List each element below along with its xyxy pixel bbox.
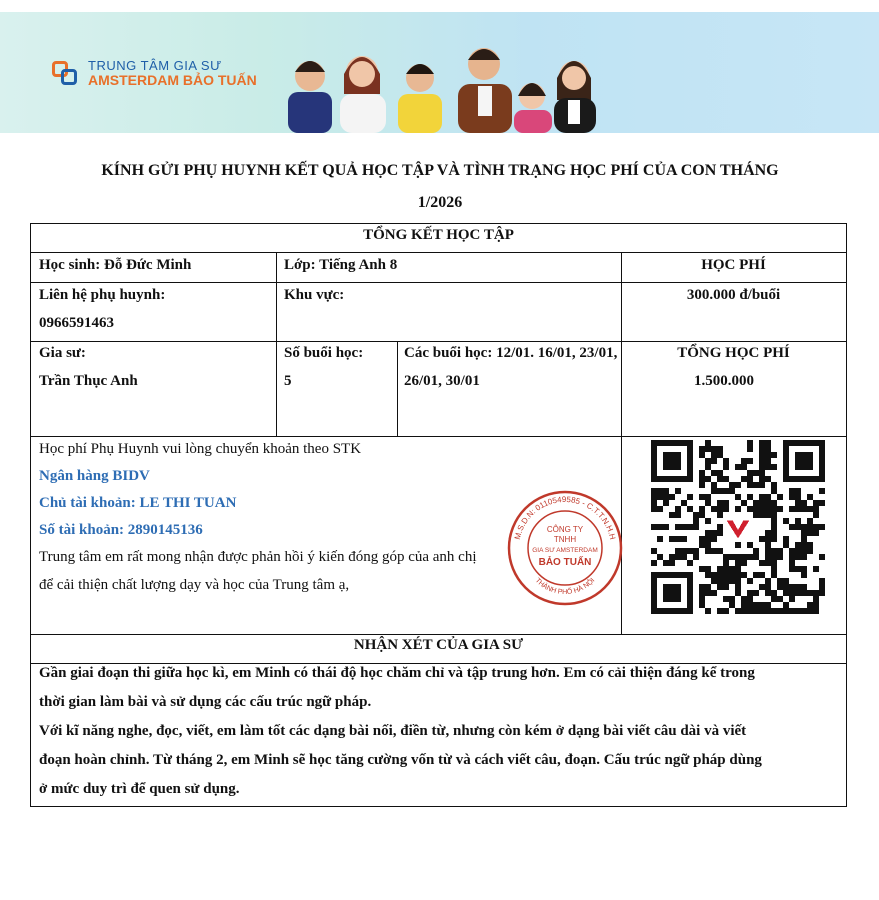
feedback-line2: để cải thiện chất lượng dạy và học của Trung tâm ạ, [39,577,350,593]
comment-line: Với kĩ năng nghe, đọc, viết, em làm tốt các dạng bài nối, điền từ, nhưng còn kém ở dạng bài viết câu dài và viết [39,723,747,739]
comments-heading: NHẬN XÉT CỦA GIA SƯ [353,637,524,653]
center-logo [52,58,257,88]
title-line1: KÍNH GỬI PHỤ HUYNH KẾT QUẢ HỌC TẬP VÀ TÌNH TRẠNG HỌC PHÍ CỦA CON THÁNG [101,162,779,179]
stamp-line1: CÔNG TY [546,525,584,534]
area-label: Khu vực: [284,287,345,303]
stamp-bottom-text: THÀNH PHỐ HÀ NỘI [533,577,597,597]
stamp-ring-text: M.S.D.N: 0110549585 - C.T.T.N.H.H [512,494,618,541]
qr-code [651,440,825,614]
sessions-label: Số buổi học: [284,345,364,361]
feedback-line1: Trung tâm em rất mong nhận được phản hồi ý kiến đóng góp của anh chị [39,549,477,565]
report-table [30,223,847,807]
parent-contact-label: Liên hệ phụ huynh: [39,287,166,303]
bank-name: Ngân hàng BIDV [39,468,150,484]
fee-header: HỌC PHÍ [701,257,766,273]
fee-per-session: 300.000 đ/buổi [686,287,781,303]
payment-intro: Học phí Phụ Huynh vui lòng chuyển khoản theo STK [39,441,362,457]
parent-phone: 0966591463 [39,315,114,331]
comment-line: đoạn hoàn chỉnh. Từ tháng 2, em Minh sẽ học tăng cường vốn từ và cách viết câu, đoạn. Cấu trúc ngữ pháp dùng [39,752,762,768]
class-name: Lớp: Tiếng Anh 8 [284,257,398,273]
stamp-line2: TNHH [553,535,577,544]
account-number: Số tài khoản: 2890145136 [39,522,203,538]
logo-line1: TRUNG TÂM GIA SƯ [88,58,222,73]
tutor-label: Gia sư: [39,345,86,361]
comment-line: ở mức duy trì để quen sử dụng. [39,781,240,797]
stamp-line3: GIA SƯ AMSTERDAM [532,547,598,554]
comment-line: thời gian làm bài và sử dụng các cấu trúc ngữ pháp. [39,694,372,710]
header-banner [0,12,879,133]
account-holder: Chủ tài khoản: LE THI TUAN [39,495,237,511]
summary-heading: TỔNG KẾT HỌC TẬP [363,227,514,243]
comment-line: Gần giai đoạn thi giữa học kì, em Minh có thái độ học chăm chỉ và tập trung hơn. Em có cải thiện đáng kể trong [39,665,755,681]
sessions-count: 5 [284,373,292,389]
stamp-line4: BẢO TUẤN [538,557,592,568]
total-fee-value: 1.500.000 [694,373,754,389]
title-line2: 1/2026 [417,194,463,211]
total-fee-label: TỔNG HỌC PHÍ [677,345,790,361]
session-dates: Các buổi học: 12/01. 16/01, 23/01, [404,345,618,361]
session-dates-cont: 26/01, 30/01 [404,373,480,389]
company-stamp [505,488,625,608]
logo-icon [52,59,80,87]
tutor-name: Trần Thục Anh [39,373,138,389]
people-photo [270,12,610,133]
student-name: Học sinh: Đỗ Đức Minh [39,257,192,273]
page-title [30,155,850,219]
logo-line2: AMSTERDAM BẢO TUẤN [88,72,257,88]
